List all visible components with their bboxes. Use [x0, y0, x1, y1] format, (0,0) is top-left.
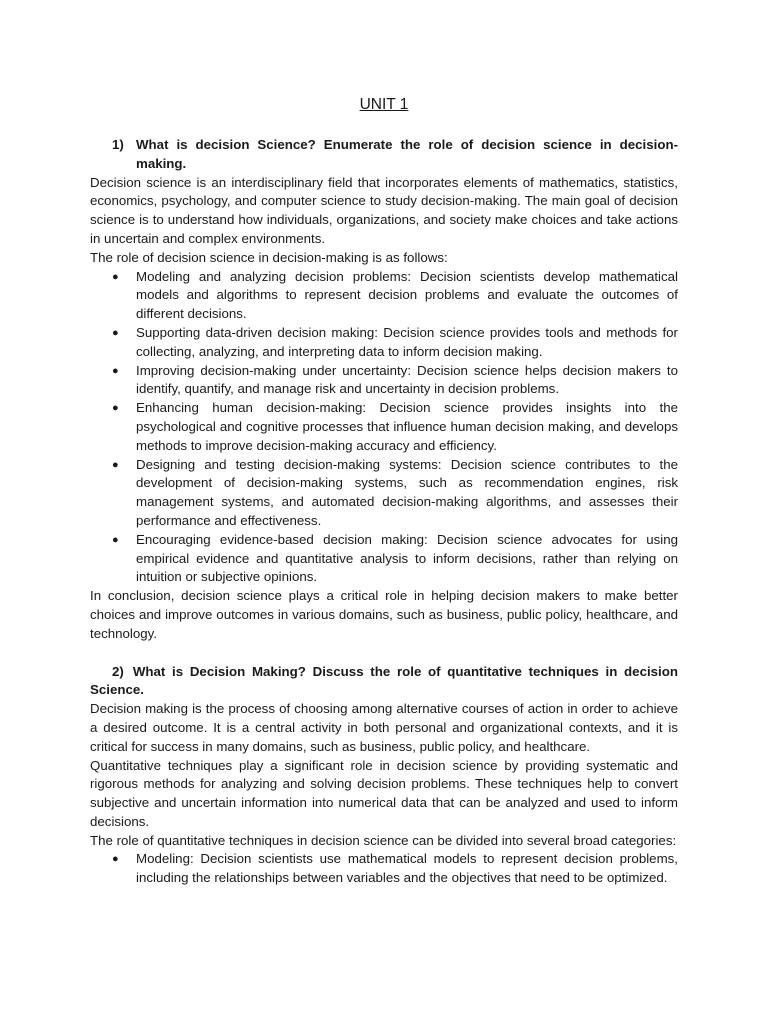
page-title: UNIT 1 [359, 96, 409, 113]
list-item: ● Supporting data-driven decision making: Decision science provides tools and methods for collecting, analyzing, and interpreting data to inform decision making. [112, 324, 678, 359]
bullet-icon: ● [112, 326, 119, 339]
bullet-icon: ● [112, 533, 119, 546]
list-item: ● Enhancing human decision-making: Decision science provides insights into the psychological and cognitive processes that influence human decision making, and develops methods to improve decision-making accuracy and efficiency. [112, 400, 678, 453]
question-1-heading [90, 136, 678, 174]
document-body [90, 95, 678, 888]
bullet-icon: ● [112, 364, 119, 377]
q2-quantitative-paragraph: Quantitative techniques play a significant role in decision science by providing systematic and rigorous methods for analyzing and solving decision problems. These techniques help to convert subjective and uncertain information into numerical data that can be analyzed and used to inform decisions. [90, 757, 678, 829]
q1-lead-paragraph: The role of decision science in decision-making is as follows: [90, 249, 448, 265]
q2-definition-paragraph: Decision making is the process of choosing among alternative courses of action in order to achieve a desired outcome. It is a central activity in both personal and organizational contexts, and it is critical for success in many domains, such as business, public policy, and healthcare. [90, 701, 678, 754]
q2-categories-paragraph: The role of quantitative techniques in decision science can be divided into several broad categories: [90, 832, 677, 848]
list-item: ● Modeling and analyzing decision problems: Decision scientists develop mathematical models and algorithms to represent decision problems and evaluate the outcomes of different decisions. [112, 268, 678, 322]
list-item: ● Encouraging evidence-based decision making: Decision science advocates for using empirical evidence and quantitative analysis to inform decisions, rather than relying on intuition or subjective opinions. [112, 531, 678, 585]
bullet-icon: ● [112, 853, 119, 866]
list-item: ● Improving decision-making under uncertainty: Decision science helps decision makers to identify, quantify, and manage risk and uncertainty in decision problems. [112, 362, 678, 397]
question-2-number: 2) [112, 663, 124, 679]
q2-category-list [90, 850, 678, 888]
section-spacer [90, 644, 678, 663]
q1-conclusion-paragraph: In conclusion, decision science plays a critical role in helping decision makers to make better choices and improve outcomes in various domains, such as business, public policy, healthcare, and technology. [90, 588, 678, 641]
list-item: ● Designing and testing decision-making systems: Decision science contributes to the development of decision-making systems, such as recommendation engines, risk management systems, and automated decision-making algorithms, and assesses their performance and effectiveness. [112, 456, 678, 528]
q1-role-list [90, 268, 678, 588]
question-1-number: 1) [112, 137, 124, 152]
bullet-icon: ● [112, 458, 119, 471]
question-1-text: What is decision Science? Enumerate the role of decision science in decision-making. [136, 137, 678, 171]
list-item: ● Modeling: Decision scientists use mathematical models to represent decision problems, including the relationships between variables and the objectives that need to be optimized. [112, 851, 678, 886]
question-2-heading [90, 663, 678, 701]
bullet-icon: ● [112, 402, 119, 415]
q1-intro-paragraph: Decision science is an interdisciplinary field that incorporates elements of mathematics, statistics, economics, psychology, and computer science to study decision-making. The main goal of decision science is to understand how individuals, organizations, and society make choices and take actions in uncertain and complex environments. [90, 174, 678, 246]
question-2-text: What is Decision Making? Discuss the role of quantitative techniques in decision Science. [90, 663, 678, 698]
bullet-icon: ● [112, 270, 119, 283]
